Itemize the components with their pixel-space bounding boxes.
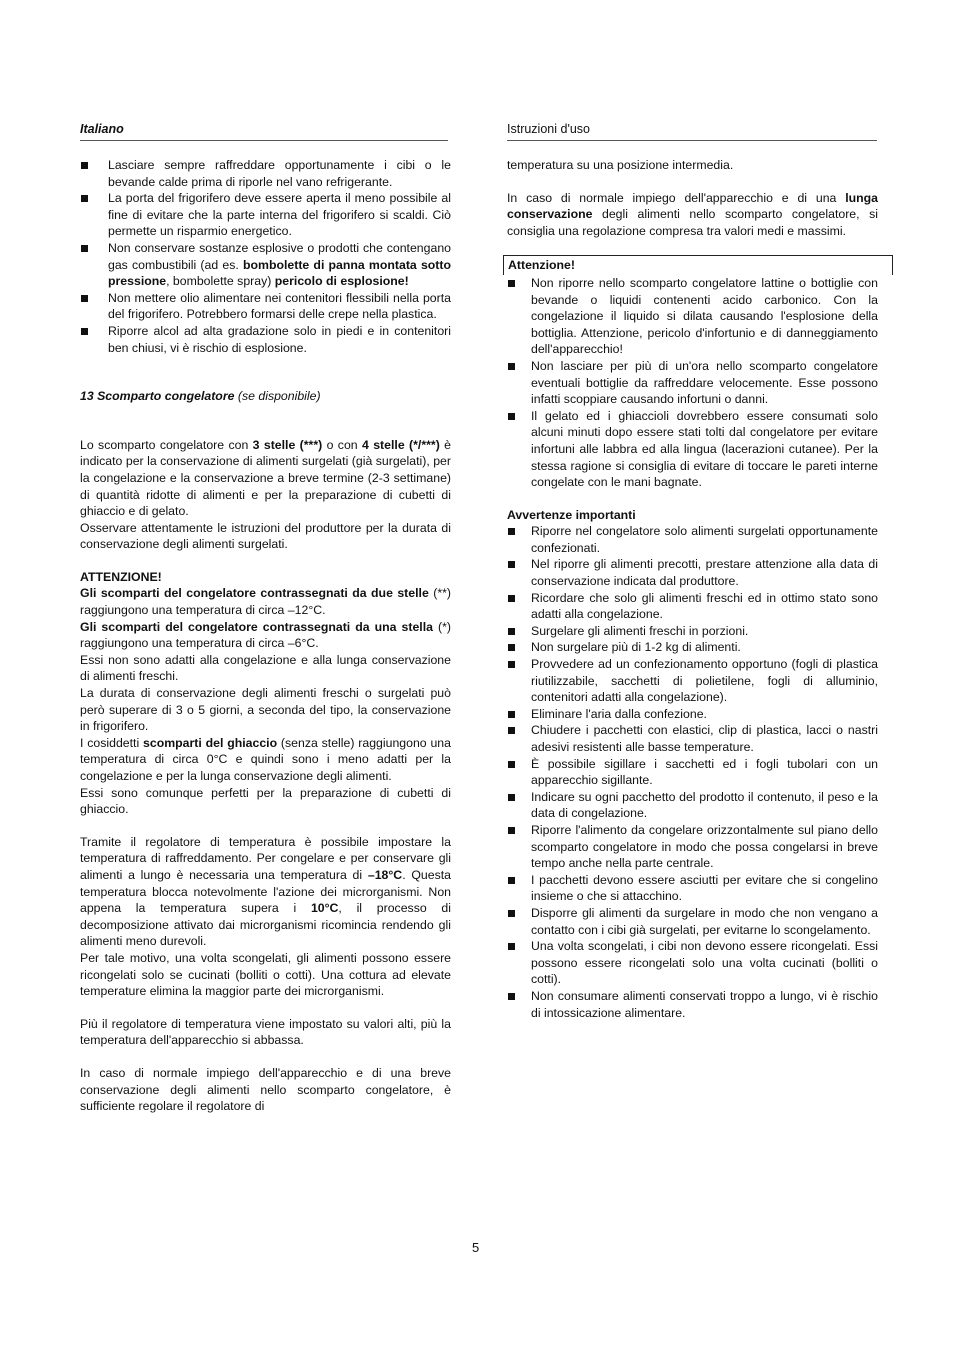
long-storage-paragraph: In caso di normale impiego dell'apparecchio e di una lunga conservazione degli alimenti nello scomparto congelatore, si consiglia una regolazione compresa tra valori medi e massimi. — [507, 190, 878, 238]
tips-list — [80, 157, 451, 356]
warning-box — [507, 255, 878, 490]
section-subtitle: (se disponibile) — [237, 389, 321, 404]
continued-text: temperatura su una posizione intermedia. — [507, 158, 734, 172]
bullet-item: Una volta scongelati, i cibi non devono essere ricongelati. Essi possono essere ricongelati solo una volta cucinati (bolliti o cotti). — [507, 938, 878, 988]
warning-title: Attenzione! — [503, 255, 893, 275]
bullet-item: È possibile sigillare i sacchetti ed i fogli tubolari con un apparecchio sigillante. — [507, 756, 878, 789]
bullet-item: Riporre alcol ad alta gradazione solo in piedi e in contenitori ben chiusi, vi è rischio di esplosione. — [80, 323, 451, 356]
bullet-item: Eliminare l'aria dalla confezione. — [507, 706, 878, 723]
bullet-item: Non lasciare per più di un'ora nello scomparto congelatore eventuali bottiglie da raffreddare velocemente. Esse possono infatti scoppiare causando infortuni o danni. — [507, 358, 878, 408]
bullet-item: Non consumare alimenti conservati troppo a lungo, vi è rischio di intossicazione alimentare. — [507, 988, 878, 1021]
bullet-item: Riporre l'alimento da congelare orizzontalmente sul piano dello scomparto congelatore in modo che possa congelarsi in breve tempo anche nella parte centrale. — [507, 822, 878, 872]
paragraph: Essi sono comunque perfetti per la preparazione di cubetti di ghiaccio. — [80, 785, 451, 817]
bullet-item: Chiudere i pacchetti con elastici, clip di plastica, lacci o nastri adesivi resistenti alle basse temperature. — [507, 722, 878, 755]
header-title: Istruzioni d'uso — [507, 121, 877, 141]
intro-paragraph: Lo scomparto congelatore con 3 stelle (***) o con 4 stelle (*/***) è indicato per la conservazione di alimenti surgelati (già surgelati), per la congelazione e la conservazione a breve termine (2-3 settimane) di quantità ridotte di alimenti e per la preparazione di cubetti di ghiaccio e di gelato. — [80, 437, 452, 519]
short-storage-paragraph: In caso di normale impiego dell'apparecchio e di una breve conservazione degli alimenti nello scomparto congelatore, è sufficiente regolare il regolatore di — [80, 1065, 451, 1114]
bullet-item: Ricordare che solo gli alimenti freschi ed in ottimo stato sono adatti alla congelazione. — [507, 590, 878, 623]
attention-paragraphs — [80, 585, 451, 817]
bullet-item: La porta del frigorifero deve essere aperta il meno possibile al fine di evitare che la parte interna del frigorifero si scaldi. Ciò permette un risparmio energetico. — [80, 190, 451, 240]
regulator-paragraphs — [80, 834, 451, 1000]
bullet-item: Disporre gli alimenti da surgelare in modo che non vengano a contatto con i cibi già surgelati, per evitarne lo scongelamento. — [507, 905, 878, 938]
paragraph: Gli scomparti del congelatore contrassegnati da una stella (*) raggiungono una temperatura di circa –6°C. — [80, 619, 451, 651]
section-title: 13 Scomparto congelatore — [80, 389, 235, 404]
warning-list — [507, 275, 878, 491]
paragraph: Tramite il regolatore di temperatura è possibile impostare la temperatura di raffreddamento. Per congelare e per conservare gli alimenti a lungo è necessaria una temperatura di –18°C. Questa temperatura blocca notevolmente l'azione dei microrganismi. Non appena la temperatura supera i 10°C, il processo di decomposizione attivato dai microrganismi ricomincia rendendo gli alimenti meno durevoli. — [80, 834, 452, 949]
paragraph: Essi non sono adatti alla congelazione e alla lunga conservazione di alimenti freschi. — [80, 652, 451, 684]
bullet-item: Non mettere olio alimentare nei contenitori flessibili nella porta del frigorifero. Potrebbero formarsi delle crepe nella plastica. — [80, 290, 451, 323]
left-column — [80, 157, 451, 1115]
observe-paragraph: Osservare attentamente le istruzioni del produttore per la durata di conservazione degli alimenti surgelati. — [80, 520, 451, 552]
paragraph: La durata di conservazione degli alimenti freschi o surgelati può però superare di 3 o 5 giorni, a seconda del tipo, la conservazione in frigorifero. — [80, 686, 451, 734]
higher-setting-paragraph: Più il regolatore di temperatura viene impostato su valori alti, più la temperatura dell'apparecchio si abbassa. — [80, 1016, 451, 1048]
bullet-item: Riporre nel congelatore solo alimenti surgelati opportunamente confezionati. — [507, 523, 878, 556]
bullet-item: Non surgelare più di 1-2 kg di alimenti. — [507, 639, 878, 656]
paragraph: Per tale motivo, una volta scongelati, gli alimenti possono essere ricongelati solo se cucinati (bolliti o cotti). Una cottura ad elevate temperature elimina la maggior parte dei microrganismi. — [80, 950, 451, 999]
important-list — [507, 523, 878, 1021]
bullet-item: Surgelare gli alimenti freschi in porzioni. — [507, 623, 878, 640]
paragraph: I cosiddetti scomparti del ghiaccio (senza stelle) raggiungono una temperatura di circa 0°C e quindi sono i meno adatti per la congelazione e per la lunga conservazione degli alimenti. — [80, 735, 451, 783]
bullet-item: Non riporre nello scomparto congelatore lattine o bottiglie con bevande o liquidi contenenti acido carbonico. Con la congelazione il liquido si dilata causando l'esplosione della bottiglia. Attenzione, pericolo d'infortunio e di danneggiamento dell'apparecchio! — [507, 275, 878, 358]
bullet-item: Il gelato ed i ghiaccioli dovrebbero essere consumati solo alcuni minuti dopo essere stati tolti dal congelatore per evitare infortuni alle labbra ed alla lingua (lacerazioni cutanee). Per la stessa ragione si consiglia di evitare di toccare le pareti interne congelate con le mani bagnate. — [507, 408, 878, 491]
bullet-item: Lasciare sempre raffreddare opportunamente i cibi o le bevande calde prima di riporle nel vano refrigerante. — [80, 157, 451, 190]
right-column — [507, 157, 878, 1021]
bullet-item: Indicare su ogni pacchetto del prodotto il contenuto, il peso e la data di congelazione. — [507, 789, 878, 822]
bullet-item: Non conservare sostanze esplosive o prodotti che contengano gas combustibili (ad es. bombolette di panna montata sotto pressione, bombolette spray) pericolo di esplosione! — [80, 240, 451, 290]
bullet-item: I pacchetti devono essere asciutti per evitare che si congelino insieme o che si attacchino. — [507, 872, 878, 905]
bullet-item: Provvedere ad un confezionamento opportuno (fogli di plastica riutilizzabile, sacchetti di polietilene, fogli di alluminio, contenitori adatti alla congelazione). — [507, 656, 878, 706]
page-number: 5 — [472, 1240, 480, 1255]
important-title: Avvertenze importanti — [507, 507, 636, 522]
header-language: Italiano — [80, 121, 448, 141]
paragraph: Gli scomparti del congelatore contrassegnati da due stelle (**) raggiungono una temperatura di circa –12°C. — [80, 586, 451, 618]
attention-title: ATTENZIONE! — [80, 569, 162, 584]
section-heading — [80, 388, 451, 405]
bullet-item: Nel riporre gli alimenti precotti, prestare attenzione alla data di conservazione indicata dal produttore. — [507, 556, 878, 589]
